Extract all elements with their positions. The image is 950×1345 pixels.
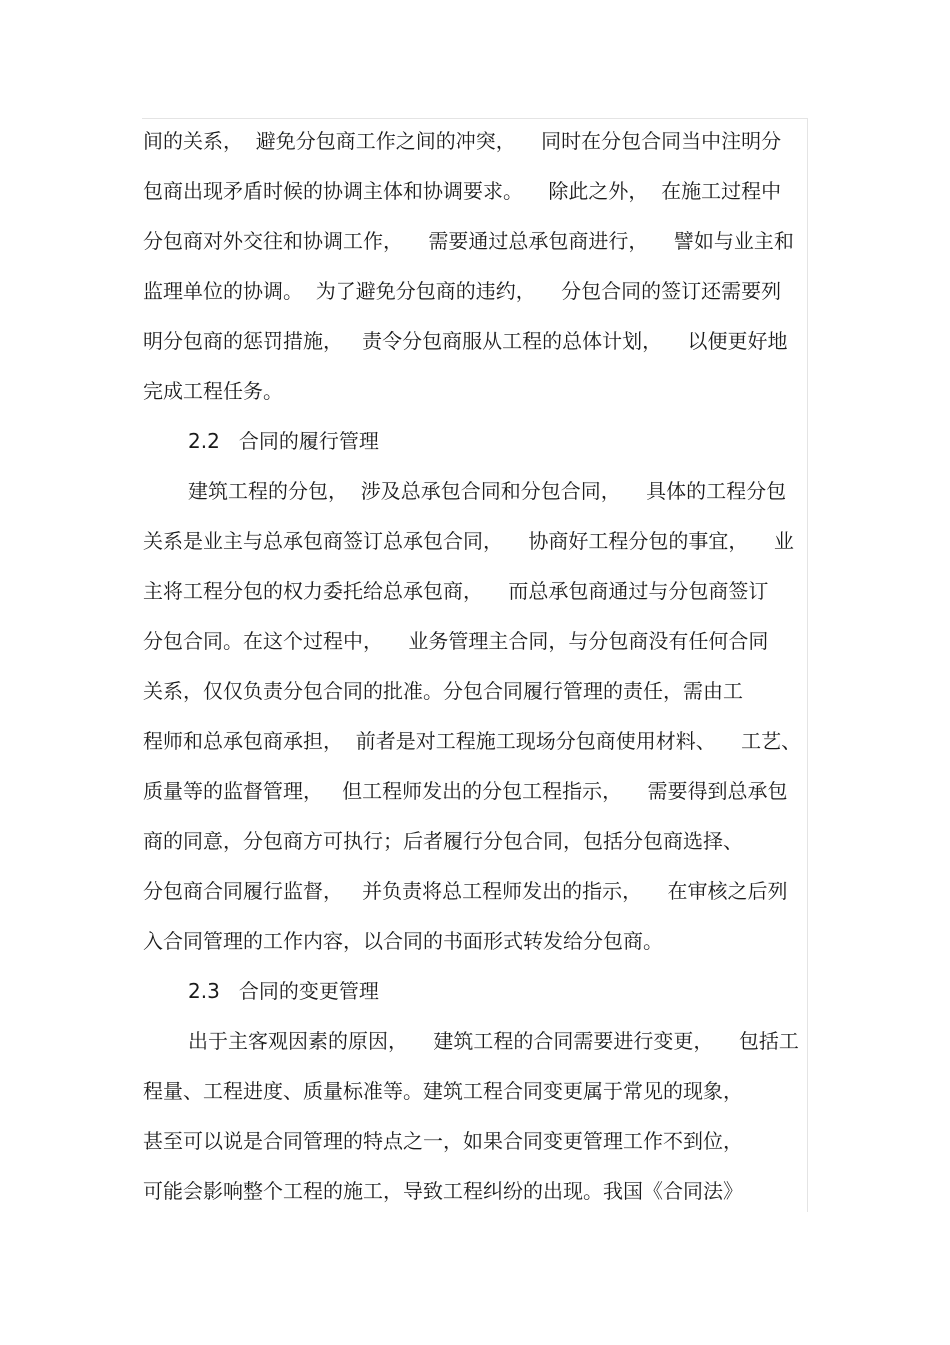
body-text-line: 关系，仅仅负责分包合同的批准。分包合同履行管理的责任，需由工 [143, 679, 743, 703]
body-text-line: 完成工程任务。 [143, 379, 283, 403]
body-text-line: 主将工程分包的权力委托给总承包商， 而总承包商通过与分包商签订 [143, 579, 769, 603]
body-text-line: 分包商对外交往和协调工作， 需要通过总承包商进行， 譬如与业主和 [143, 229, 794, 253]
body-text-line: 商的同意，分包商方可执行；后者履行分包合同，包括分包商选择、 [143, 829, 743, 853]
body-text-line: 包商出现矛盾时候的协调主体和协调要求。 除此之外， 在施工过程中 [143, 179, 782, 203]
body-text-line: 质量等的监督管理， 但工程师发出的分包工程指示， 需要得到总承包 [143, 779, 788, 803]
section-heading-2-3: 2.3 合同的变更管理 [188, 979, 379, 1003]
body-text-line: 间的关系， 避免分包商工作之间的冲突， 同时在分包合同当中注明分 [143, 129, 782, 153]
body-text-line: 程师和总承包商承担， 前者是对工程施工现场分包商使用材料、 工艺、 [143, 729, 802, 753]
body-text-line: 入合同管理的工作内容，以合同的书面形式转发给分包商。 [143, 929, 663, 953]
body-text-line: 出于主客观因素的原因， 建筑工程的合同需要进行变更， 包括工 [188, 1029, 799, 1053]
body-text-line: 建筑工程的分包， 涉及总承包合同和分包合同， 具体的工程分包 [188, 479, 787, 503]
body-text-line: 明分包商的惩罚措施， 责令分包商服从工程的总体计划， 以便更好地 [143, 329, 788, 353]
body-text-line: 监理单位的协调。 为了避免分包商的违约， 分包合同的签订还需要列 [143, 279, 782, 303]
body-text-line: 程量、工程进度、质量标准等。建筑工程合同变更属于常见的现象， [143, 1079, 743, 1103]
body-text-line: 甚至可以说是合同管理的特点之一，如果合同变更管理工作不到位， [143, 1129, 743, 1153]
body-text-line: 关系是业主与总承包商签订总承包合同， 协商好工程分包的事宜， 业 [143, 529, 794, 553]
body-text-line: 分包合同。在这个过程中， 业务管理主合同，与分包商没有任何合同 [143, 629, 769, 653]
section-heading-2-2: 2.2 合同的履行管理 [188, 429, 379, 453]
body-text-line: 可能会影响整个工程的施工，导致工程纠纷的出现。我国《合同法》 [143, 1179, 743, 1203]
body-text-line: 分包商合同履行监督， 并负责将总工程师发出的指示， 在审核之后列 [143, 879, 788, 903]
